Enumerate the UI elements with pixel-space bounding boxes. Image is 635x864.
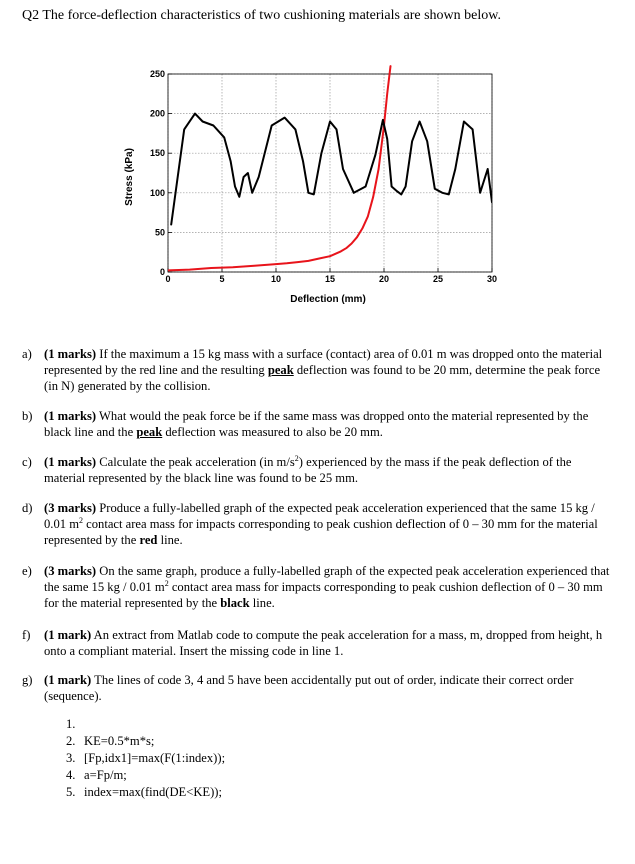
- question-c: [22, 454, 612, 486]
- question-text: An extract from Matlab code to compute the peak acceleration for a mass, m, dropped from height, h onto a compliant material. Insert the missing code in line 1.: [44, 628, 603, 658]
- emphasis-word: peak: [267, 363, 294, 377]
- marks: (1 marks): [44, 347, 97, 361]
- marks: (1 mark): [44, 628, 92, 642]
- question-d: [22, 500, 612, 548]
- code-line: [66, 767, 225, 784]
- y-tick-label: 250: [149, 69, 165, 79]
- y-tick-label: 50: [154, 227, 165, 238]
- question-label: d): [22, 501, 33, 515]
- y-tick-label: 150: [149, 148, 165, 159]
- line-number: 1.: [66, 717, 76, 731]
- code-line: [66, 750, 225, 767]
- x-tick-label: 25: [432, 274, 444, 284]
- question-text: What would the peak force be if the same mass was dropped onto the material represented by the black line and the: [44, 409, 589, 439]
- code-listing: [66, 716, 225, 801]
- question-label: c): [22, 455, 32, 469]
- question-text: Calculate the peak acceleration (in m/s: [96, 455, 295, 469]
- question-g: [22, 672, 612, 704]
- question-text: contact area mass for impacts corresponding to peak cushion deflection of 0 – 30 mm for the material represented by the: [44, 517, 598, 547]
- question-f: [22, 627, 612, 659]
- code-text: KE=0.5*m*s;: [84, 734, 155, 748]
- question-text: contact area mass for impacts corresponding to peak cushion deflection of 0 – 30 mm for the material represented by the: [44, 580, 603, 610]
- x-tick-label: 5: [219, 274, 225, 284]
- emphasis-word: peak: [136, 425, 163, 439]
- marks: (1 mark): [44, 673, 92, 687]
- x-tick-label: 10: [270, 274, 282, 284]
- x-tick-label: 20: [378, 274, 390, 284]
- line-number: 4.: [66, 768, 76, 782]
- question-text: If the maximum a 15 kg mass with a surface (contact) area of 0.01 m was dropped onto the material represented by the red line and the resulting: [44, 347, 603, 377]
- marks: (1 marks): [44, 409, 97, 423]
- force-deflection-chart: [100, 62, 500, 312]
- chart-tick-labels: [150, 69, 497, 284]
- black-series-line: [171, 114, 492, 225]
- question-text: deflection was measured to also be 20 mm.: [162, 425, 383, 439]
- question-text: Produce a fully-labelled graph of the expected peak acceleration experienced that the same 15 kg / 0.01 m: [44, 501, 595, 531]
- question-label: a): [22, 347, 32, 361]
- question-text: ) experienced by the mass if the peak deflection of the material represented by the black line was found to be 25 mm.: [44, 455, 572, 485]
- question-text: deflection was found to be 20 mm, determine the peak force (in N) generated by the collision.: [44, 363, 601, 393]
- x-axis-label: Deflection (mm): [290, 294, 366, 305]
- code-line: [66, 716, 225, 733]
- line-number: 2.: [66, 734, 76, 748]
- marks: (1 marks): [44, 455, 97, 469]
- code-line: [66, 733, 225, 750]
- code-text: [Fp,idx1]=max(F(1:index));: [84, 751, 226, 765]
- question-label: e): [22, 564, 32, 578]
- y-axis-label: Stress (kPa): [124, 148, 135, 206]
- code-text: index=max(find(DE<KE));: [84, 785, 223, 799]
- question-label: f): [22, 628, 31, 642]
- y-tick-label: 0: [159, 267, 165, 277]
- chart-grid: [168, 74, 492, 272]
- question-b: [22, 408, 612, 440]
- question-label: g): [22, 673, 33, 687]
- y-tick-label: 100: [149, 187, 165, 198]
- question-label: b): [22, 409, 33, 423]
- emphasis-word: red: [139, 533, 158, 547]
- code-text: a=Fp/m;: [84, 768, 127, 782]
- question-text: line.: [249, 596, 275, 610]
- question-title: Q2 The force-deflection characteristics of two cushioning materials are shown below.: [22, 8, 501, 23]
- code-line: [66, 784, 225, 801]
- line-number: 5.: [66, 785, 76, 799]
- question-text: The lines of code 3, 4 and 5 have been accidentally put out of order, indicate their correct order (sequence).: [44, 673, 574, 703]
- marks: (3 marks): [44, 501, 97, 515]
- x-tick-label: 0: [165, 274, 171, 284]
- question-e: [22, 563, 612, 611]
- x-tick-label: 15: [324, 274, 336, 284]
- y-tick-label: 200: [149, 108, 165, 119]
- marks: (3 marks): [44, 564, 97, 578]
- superscript: 2: [78, 515, 83, 525]
- red-series-line: [168, 66, 391, 270]
- question-text: line.: [157, 533, 183, 547]
- superscript: 2: [164, 578, 169, 588]
- question-text: On the same graph, produce a fully-labelled graph of the expected peak acceleration experienced that the same 15 kg / 0.01 m: [44, 564, 610, 594]
- emphasis-word: black: [220, 596, 250, 610]
- x-tick-label: 30: [486, 274, 498, 284]
- superscript: 2: [294, 453, 299, 463]
- question-a: [22, 346, 612, 394]
- line-number: 3.: [66, 751, 76, 765]
